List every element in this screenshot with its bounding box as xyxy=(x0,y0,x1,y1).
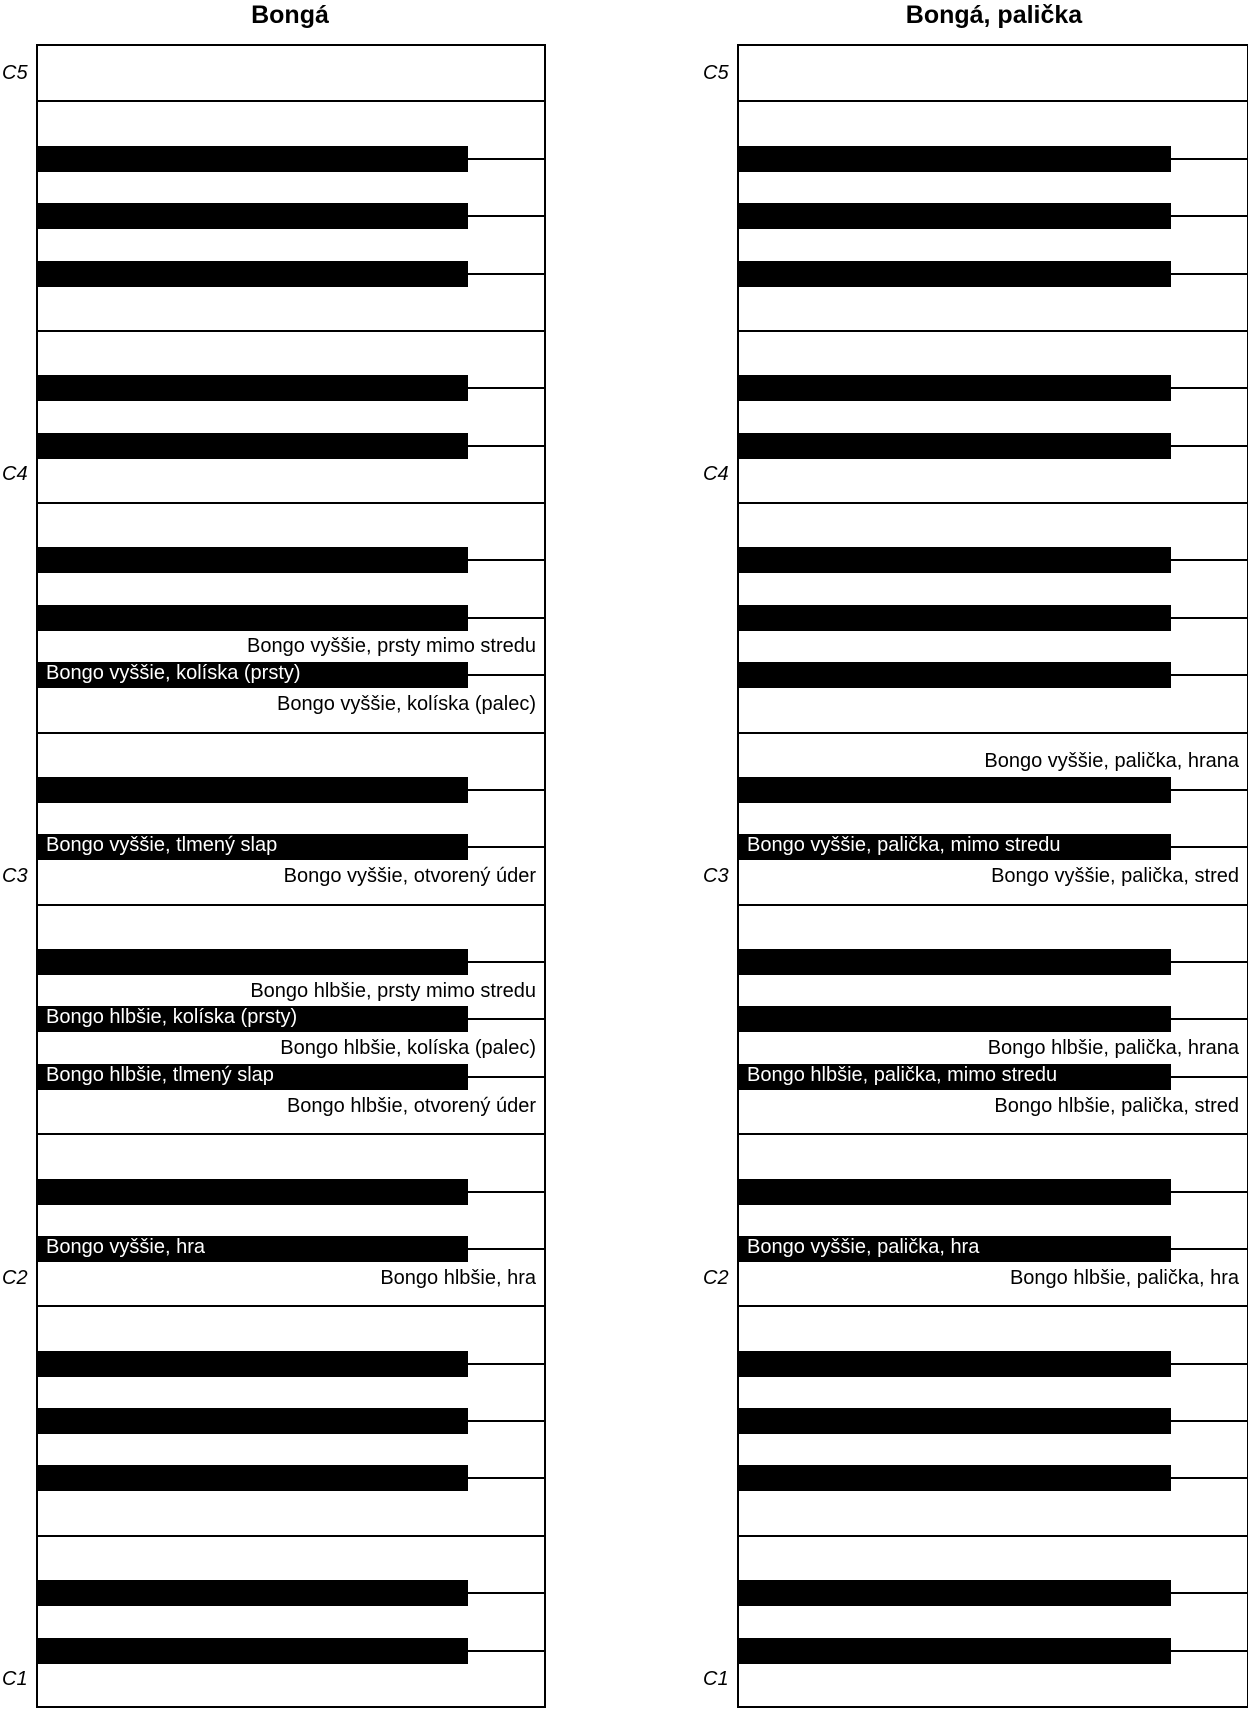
octave-label: C5 xyxy=(2,61,28,84)
white-key-divider xyxy=(739,904,1247,906)
black-key-F-sharp3[interactable] xyxy=(739,662,1171,688)
black-key-G-sharp1[interactable] xyxy=(38,1408,468,1434)
key-mapping-label: Bongo vyššie, palička, stred xyxy=(991,865,1239,887)
white-key-divider xyxy=(38,100,544,102)
key-mapping-label: Bongo hlbšie, palička, stred xyxy=(994,1094,1239,1117)
key-mapping-label: Bongo hlbšie, palička, hra xyxy=(1009,1266,1239,1289)
octave-label: C4 xyxy=(2,463,28,486)
key-mapping-label: Bongo vyššie, prsty mimo stredu xyxy=(247,635,536,658)
black-key-F-sharp1[interactable] xyxy=(38,1465,468,1491)
black-key-C-sharp4[interactable] xyxy=(739,433,1171,459)
black-key-G-sharp4[interactable] xyxy=(38,203,468,229)
black-key-G-sharp1[interactable] xyxy=(739,1408,1171,1434)
black-key-A-sharp4[interactable] xyxy=(739,146,1171,172)
black-key-F-sharp4[interactable] xyxy=(38,261,468,287)
black-key-A-sharp3[interactable] xyxy=(739,547,1171,573)
key-mapping-label: Bongo hlbšie, palička, hrana xyxy=(987,1037,1239,1060)
key-mapping-label: Bongo hlbšie, hra xyxy=(380,1266,536,1289)
black-key-A-sharp2[interactable] xyxy=(38,949,468,975)
key-mapping-label: Bongo vyššie, palička, hra xyxy=(747,1235,980,1258)
white-key-divider xyxy=(739,100,1247,102)
octave-label: C2 xyxy=(703,1266,729,1289)
white-key-divider xyxy=(739,1305,1247,1307)
black-key-C-sharp1[interactable] xyxy=(739,1638,1171,1664)
white-key-divider xyxy=(38,502,544,504)
black-key-A-sharp1[interactable] xyxy=(739,1351,1171,1377)
black-key-G-sharp3[interactable] xyxy=(739,605,1171,631)
panel-title: Bongá, palička xyxy=(905,1,1083,29)
black-key-G-sharp2[interactable] xyxy=(739,1006,1171,1032)
panel-title: Bongá xyxy=(251,1,329,29)
white-key-divider xyxy=(739,330,1247,332)
key-mapping-label: Bongo hlbšie, kolíska (palec) xyxy=(280,1037,536,1060)
black-key-C-sharp1[interactable] xyxy=(38,1638,468,1664)
key-mapping-label: Bongo hlbšie, tlmený slap xyxy=(46,1063,274,1086)
black-key-A-sharp1[interactable] xyxy=(38,1351,468,1377)
octave-label: C1 xyxy=(703,1668,729,1691)
white-key-divider xyxy=(38,1305,544,1307)
white-key-divider xyxy=(38,1535,544,1537)
black-key-A-sharp2[interactable] xyxy=(739,949,1171,975)
black-key-G-sharp4[interactable] xyxy=(739,203,1171,229)
black-key-D-sharp3[interactable] xyxy=(38,777,468,803)
octave-label: C3 xyxy=(703,865,729,887)
key-mapping-label: Bongo vyššie, palička, hrana xyxy=(984,750,1239,773)
white-key-divider xyxy=(739,1133,1247,1135)
key-mapping-label: Bongo vyššie, hra xyxy=(46,1235,205,1258)
black-key-C-sharp4[interactable] xyxy=(38,433,468,459)
white-key-divider xyxy=(739,732,1247,734)
key-mapping-label: Bongo hlbšie, otvorený úder xyxy=(286,1094,536,1117)
key-mapping-label: Bongo hlbšie, palička, mimo stredu xyxy=(747,1063,1058,1086)
key-mapping-label: Bongo vyššie, tlmený slap xyxy=(46,834,278,857)
black-key-F-sharp4[interactable] xyxy=(739,261,1171,287)
key-mapping-label: Bongo hlbšie, prsty mimo stredu xyxy=(250,979,536,1002)
black-key-D-sharp3[interactable] xyxy=(739,777,1171,803)
octave-label: C4 xyxy=(703,463,729,486)
octave-label: C2 xyxy=(2,1266,28,1289)
white-key-divider xyxy=(38,732,544,734)
octave-label: C3 xyxy=(2,865,28,887)
black-key-A-sharp3[interactable] xyxy=(38,547,468,573)
white-key-divider xyxy=(38,904,544,906)
key-mapping-label: Bongo hlbšie, kolíska (prsty) xyxy=(46,1006,298,1029)
black-key-D-sharp1[interactable] xyxy=(38,1580,468,1606)
key-mapping-label: Bongo vyššie, kolíska (prsty) xyxy=(46,662,301,685)
black-key-A-sharp4[interactable] xyxy=(38,146,468,172)
black-key-D-sharp4[interactable] xyxy=(38,375,468,401)
key-mapping-label: Bongo vyššie, kolíska (palec) xyxy=(276,692,536,715)
black-key-D-sharp2[interactable] xyxy=(739,1179,1171,1205)
black-key-D-sharp2[interactable] xyxy=(38,1179,468,1205)
white-key-divider xyxy=(38,330,544,332)
white-key-divider xyxy=(38,1133,544,1135)
key-mapping-label: Bongo vyššie, otvorený úder xyxy=(283,865,536,887)
octave-label: C1 xyxy=(2,1668,28,1691)
key-mapping-label: Bongo vyššie, palička, mimo stredu xyxy=(747,834,1061,857)
black-key-D-sharp1[interactable] xyxy=(739,1580,1171,1606)
black-key-D-sharp4[interactable] xyxy=(739,375,1171,401)
octave-label: C5 xyxy=(703,61,729,84)
white-key-divider xyxy=(739,502,1247,504)
white-key-divider xyxy=(739,1535,1247,1537)
black-key-F-sharp1[interactable] xyxy=(739,1465,1171,1491)
black-key-G-sharp3[interactable] xyxy=(38,605,468,631)
